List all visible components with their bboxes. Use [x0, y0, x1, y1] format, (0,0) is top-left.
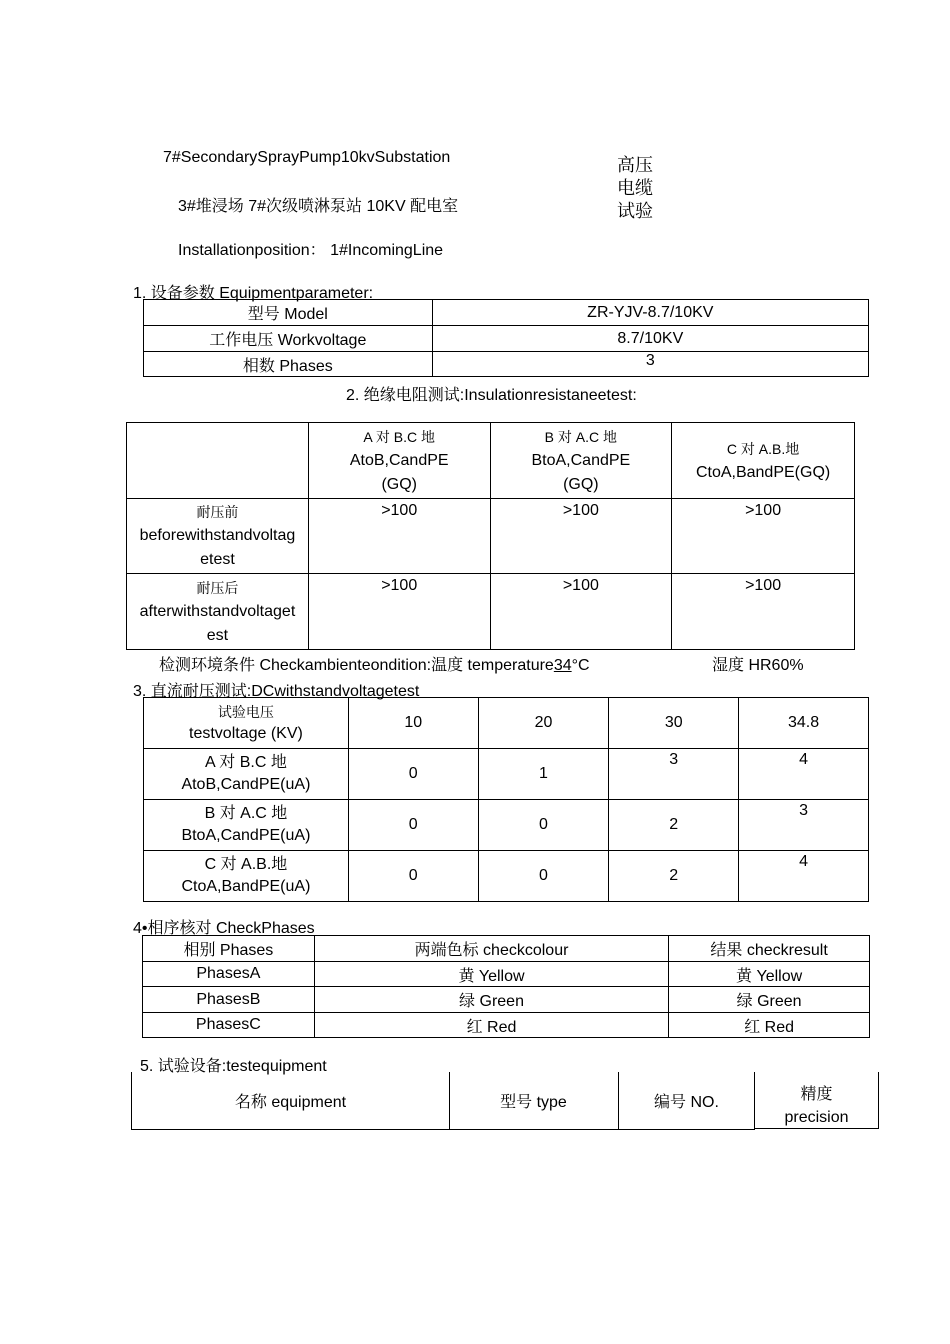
table-row	[127, 574, 855, 650]
column-header	[449, 1072, 619, 1130]
section2-title: 2. 绝缘电阻测试:Insulationresistaneetest:	[346, 387, 637, 404]
current-value: 0	[478, 851, 609, 902]
voltage-header: 30	[609, 698, 739, 749]
resistance-value: >100	[490, 574, 672, 650]
column-header	[619, 1072, 755, 1130]
column-header	[490, 423, 672, 499]
row-header-cn: C 对 A.B.地	[204, 856, 288, 873]
resistance-value: >100	[308, 574, 490, 650]
side-title-line-1: 高压	[617, 155, 653, 176]
row-header-en: CtoA,BandPE(uA)	[181, 878, 311, 895]
equipment-name-header: 名称 equipment	[234, 1094, 347, 1111]
table-row	[144, 800, 869, 851]
table-row	[144, 352, 869, 377]
side-title	[617, 154, 661, 222]
voltage-header: 10	[348, 698, 478, 749]
table-row	[144, 300, 869, 326]
row-header	[144, 749, 349, 800]
row-header-en-1: beforewithstandvoltag	[139, 527, 296, 544]
row-header-cn: 耐压后	[196, 579, 239, 596]
side-title-line-3: 试验	[617, 201, 653, 222]
phase-name: PhasesC	[143, 1013, 315, 1038]
temperature-value: 34	[553, 657, 572, 674]
station-name-cn: 3#堆浸场 7#次级喷淋泵站 10KV 配电室	[178, 198, 459, 215]
resistance-value: >100	[672, 499, 855, 574]
voltage-header: 20	[478, 698, 609, 749]
precision-header-cn: 精度	[800, 1086, 833, 1103]
current-value: 2	[609, 851, 739, 902]
row-header-en-1: afterwithstandvoltaget	[139, 602, 296, 620]
resistance-value: >100	[490, 499, 672, 574]
phase-result: 绿 Green	[669, 987, 870, 1013]
section1-title: 1. 设备参数 Equipmentparameter:	[133, 285, 374, 302]
param-value: ZR-YJV-8.7/10KV	[432, 300, 868, 326]
row-header-en: BtoA,CandPE(uA)	[181, 827, 311, 844]
current-value: 0	[348, 800, 478, 851]
temperature-unit: °C	[571, 657, 590, 674]
table-row	[144, 749, 869, 800]
column-header-unit: (GQ)	[381, 475, 417, 493]
section4-title: 4•相序核对 CheckPhases	[133, 920, 315, 937]
table-row	[127, 499, 855, 574]
section5-title: 5. 试验设备:testequipment	[140, 1058, 327, 1075]
section3-title: 3. 直流耐压测试:DCwithstandvoltagetest	[133, 683, 420, 700]
column-header-en: CtoA,BandPE(GQ)	[695, 463, 831, 481]
current-value: 0	[348, 749, 478, 800]
resistance-value: >100	[308, 499, 490, 574]
row-header-en: AtoB,CandPE(uA)	[181, 776, 311, 793]
current-value: 4	[739, 749, 869, 800]
row-header	[144, 851, 349, 902]
row-header	[127, 499, 309, 574]
column-header	[672, 423, 855, 499]
corner-cell	[127, 423, 309, 499]
current-value: 3	[739, 800, 869, 851]
column-header-cn: A 对 B.C 地	[363, 428, 435, 445]
column-header	[755, 1072, 879, 1129]
column-header-en: AtoB,CandPE	[349, 451, 449, 469]
dc-withstand-table	[143, 697, 869, 902]
phase-colour: 绿 Green	[314, 987, 668, 1013]
param-label: 相数 Phases	[144, 352, 433, 377]
param-label: 工作电压 Workvoltage	[144, 326, 433, 352]
row-header-en-2: est	[206, 626, 229, 644]
current-value: 2	[609, 800, 739, 851]
phase-colour: 黄 Yellow	[314, 962, 668, 987]
equipment-parameter-table	[143, 299, 869, 377]
phase-name: PhasesA	[143, 962, 315, 987]
row-header-cn: 耐压前	[196, 504, 239, 520]
equipment-type-header: 型号 type	[500, 1094, 567, 1111]
column-header	[131, 1072, 450, 1130]
row-header	[127, 574, 309, 650]
current-value: 4	[739, 851, 869, 902]
phase-result: 红 Red	[669, 1013, 870, 1038]
phase-check-table	[142, 935, 870, 1038]
row-header-cn: B 对 A.C 地	[204, 805, 288, 822]
humidity: 湿度 HR60%	[712, 657, 804, 674]
column-header: 相别 Phases	[143, 936, 315, 962]
column-header: 结果 checkresult	[669, 936, 870, 962]
table-row	[144, 326, 869, 352]
installation-position: Installationposition： 1#IncomingLine	[178, 242, 444, 259]
row-header	[144, 800, 349, 851]
column-header-en: BtoA,CandPE	[531, 451, 631, 469]
side-title-line-2: 电缆	[617, 178, 653, 199]
phase-result: 黄 Yellow	[669, 962, 870, 987]
param-value: 8.7/10KV	[432, 326, 868, 352]
column-header-unit: (GQ)	[563, 475, 599, 493]
equipment-number-header: 编号 NO.	[654, 1094, 719, 1111]
table-header-row	[143, 936, 870, 962]
table-row	[143, 1013, 870, 1038]
row-header-en-2: etest	[200, 551, 235, 568]
param-label: 型号 Model	[144, 300, 433, 326]
phase-name: PhasesB	[143, 987, 315, 1013]
current-value: 1	[478, 749, 609, 800]
table-row	[143, 962, 870, 987]
row-header-cn: A 对 B.C 地	[205, 754, 287, 771]
resistance-value: >100	[672, 574, 855, 650]
table-row	[144, 851, 869, 902]
header-en: testvoltage (KV)	[189, 725, 303, 742]
current-value: 3	[609, 749, 739, 800]
current-value: 0	[348, 851, 478, 902]
table-header-row	[144, 698, 869, 749]
insulation-resistance-table	[126, 422, 855, 650]
table-row	[143, 987, 870, 1013]
column-header-cn: B 对 A.C 地	[544, 428, 618, 445]
param-value: 3	[432, 352, 868, 377]
column-header-cn: C 对 A.B.地	[726, 440, 800, 457]
ambient-condition	[159, 652, 590, 675]
current-value: 0	[478, 800, 609, 851]
column-header	[308, 423, 490, 499]
table-header-row	[127, 423, 855, 499]
condition-prefix: 检测环境条件 Checkambienteondition:温度 temperature	[159, 657, 554, 674]
phase-colour: 红 Red	[314, 1013, 668, 1038]
station-name-en: 7#SecondarySprayPump10kvSubstation	[163, 149, 451, 166]
row-header	[144, 698, 349, 749]
precision-header-en: precision	[784, 1109, 849, 1126]
column-header: 两端色标 checkcolour	[314, 936, 668, 962]
header-cn: 试验电压	[217, 704, 274, 720]
voltage-header: 34.8	[739, 698, 869, 749]
